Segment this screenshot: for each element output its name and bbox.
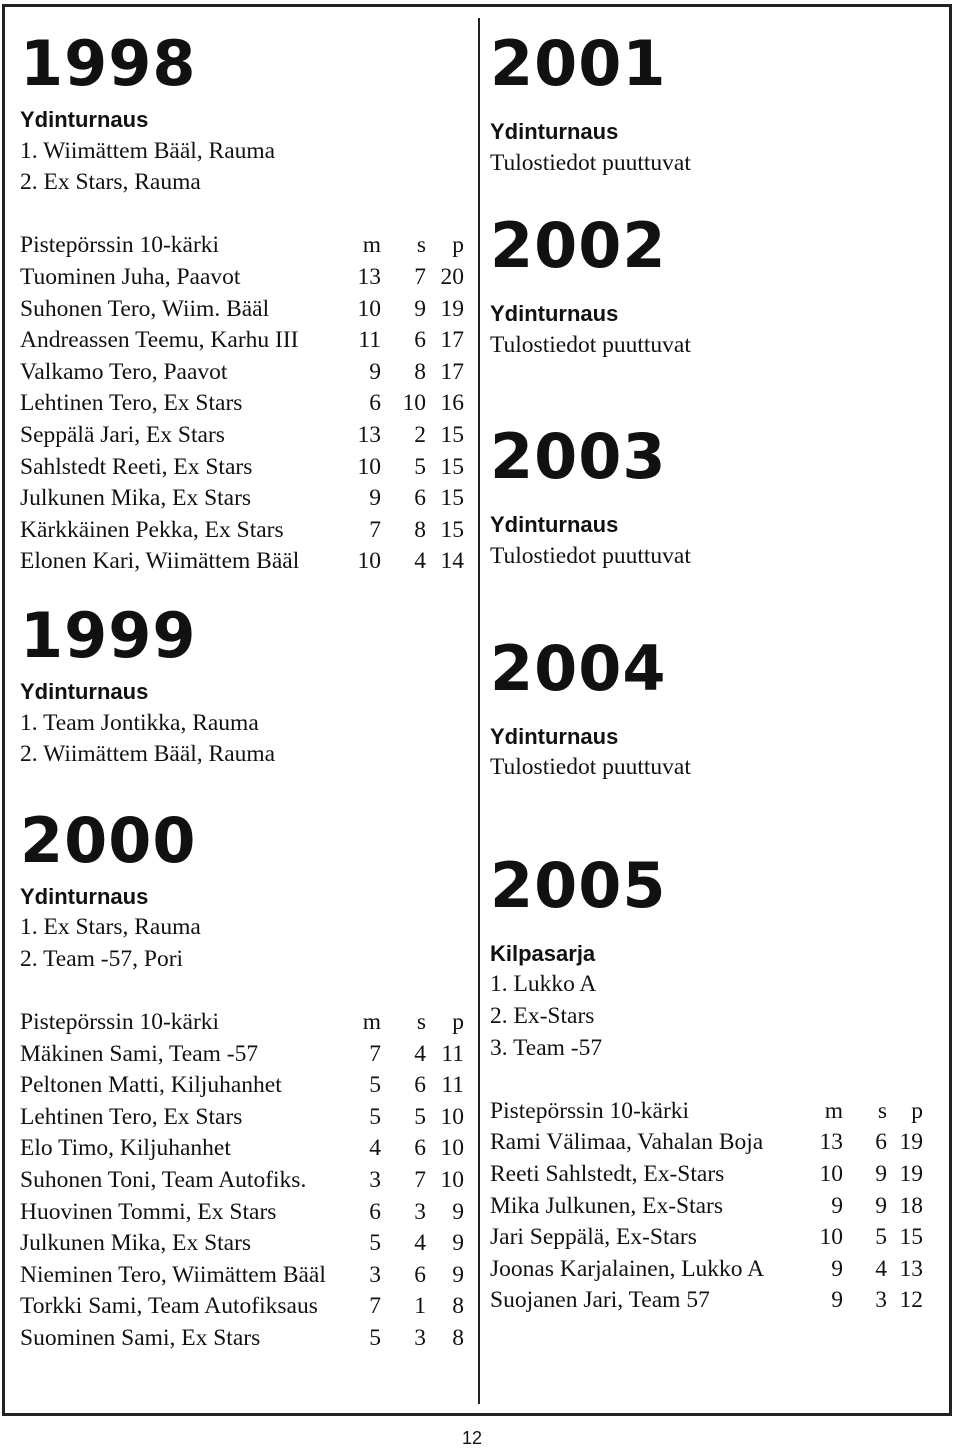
points: 11 <box>441 1040 464 1067</box>
table-row <box>20 262 464 294</box>
points: 15 <box>899 1224 923 1251</box>
assists: 4 <box>414 1230 426 1257</box>
player-name: Julkunen Mika, Ex Stars <box>20 485 252 512</box>
points: 14 <box>440 548 464 575</box>
header-p: p <box>452 232 464 259</box>
assists: 8 <box>414 358 426 385</box>
assists: 2 <box>414 421 426 448</box>
table-row <box>20 546 464 578</box>
table-row <box>20 1102 464 1134</box>
assists: 6 <box>414 1072 426 1099</box>
header-p: p <box>452 1009 464 1036</box>
table-row <box>20 1197 464 1229</box>
table-row <box>20 388 464 420</box>
assists: 9 <box>414 295 426 322</box>
assists: 6 <box>414 327 426 354</box>
table-row <box>490 1222 923 1254</box>
header-m: m <box>362 232 381 259</box>
missing-results-note: Tulostiedot puuttuvat <box>490 149 691 176</box>
table-row <box>490 1127 923 1159</box>
goals: 9 <box>369 358 381 385</box>
section-2002 <box>490 206 940 361</box>
player-name: Torkki Sami, Team Autofiksaus <box>20 1293 318 1320</box>
points: 15 <box>440 421 464 448</box>
points: 8 <box>452 1293 464 1320</box>
goals: 7 <box>369 1293 381 1320</box>
player-name: Suominen Sami, Ex Stars <box>20 1325 261 1351</box>
table-header-row <box>20 230 464 262</box>
section-2001 <box>490 24 940 179</box>
table-row <box>20 420 464 452</box>
missing-results-note: Tulostiedot puuttuvat <box>490 542 691 569</box>
year-heading: 2001 <box>490 27 667 100</box>
goals: 10 <box>819 1224 843 1251</box>
player-name: Huovinen Tommi, Ex Stars <box>20 1198 277 1225</box>
goals: 13 <box>357 263 381 290</box>
player-name: Jari Seppälä, Ex-Stars <box>490 1224 697 1251</box>
header-name: Pistepörssin 10-kärki <box>20 232 220 259</box>
table-row <box>20 483 464 515</box>
points: 8 <box>452 1325 464 1351</box>
points: 9 <box>452 1261 464 1288</box>
player-name: Seppälä Jari, Ex Stars <box>20 421 225 448</box>
section-2003 <box>490 417 940 572</box>
goals: 4 <box>369 1135 381 1162</box>
table-row <box>20 1039 464 1071</box>
header-s: s <box>877 1097 887 1124</box>
assists: 8 <box>414 516 426 543</box>
player-name: Julkunen Mika, Ex Stars <box>20 1230 252 1257</box>
points: 15 <box>440 485 464 512</box>
points: 11 <box>441 1072 464 1099</box>
player-name: Tuominen Juha, Paavot <box>20 263 241 290</box>
goals: 5 <box>369 1230 381 1257</box>
player-name: Valkamo Tero, Paavot <box>20 358 228 385</box>
table-row <box>20 1133 464 1165</box>
right-column <box>490 24 940 1317</box>
player-name: Suhonen Tero, Wiim. Bääl <box>20 295 270 322</box>
section-2005 <box>490 846 940 1317</box>
assists: 1 <box>414 1293 426 1320</box>
player-name: Mika Julkunen, Ex-Stars <box>490 1192 724 1219</box>
player-name: Elo Timo, Kiljuhanhet <box>20 1135 231 1162</box>
assists: 6 <box>414 1261 426 1288</box>
goals: 3 <box>369 1261 381 1288</box>
table-row <box>490 1285 923 1317</box>
goals: 13 <box>357 421 381 448</box>
points: 13 <box>899 1255 923 1282</box>
assists: 5 <box>414 453 426 480</box>
year-heading: 1998 <box>20 27 197 100</box>
goals: 5 <box>369 1325 381 1351</box>
result-line: 3. Team -57 <box>490 1034 603 1061</box>
assists: 7 <box>414 263 426 290</box>
goals: 7 <box>369 1040 381 1067</box>
assists: 3 <box>875 1287 887 1314</box>
goals: 13 <box>819 1129 843 1156</box>
tournament-label: Ydinturnaus <box>20 678 149 704</box>
goals: 5 <box>369 1103 381 1130</box>
assists: 3 <box>414 1198 426 1225</box>
points: 16 <box>440 390 464 417</box>
column-divider <box>478 18 480 1404</box>
assists: 10 <box>402 390 426 417</box>
year-heading: 2000 <box>20 803 197 877</box>
table-row <box>20 1070 464 1102</box>
goals: 9 <box>831 1287 843 1314</box>
table-row <box>20 1165 464 1197</box>
player-name: Lehtinen Tero, Ex Stars <box>20 390 243 417</box>
header-s: s <box>416 1009 426 1036</box>
goals: 9 <box>831 1255 843 1282</box>
assists: 4 <box>414 1040 426 1067</box>
goals: 10 <box>357 453 381 480</box>
goals: 9 <box>369 485 381 512</box>
result-line: 1. Team Jontikka, Rauma <box>20 709 259 736</box>
player-name: Sahlstedt Reeti, Ex Stars <box>20 453 253 480</box>
points: 18 <box>899 1192 923 1219</box>
assists: 4 <box>875 1255 887 1282</box>
header-name: Pistepörssin 10-kärki <box>20 1009 220 1036</box>
player-name: Nieminen Tero, Wiimättem Bääl <box>20 1261 326 1288</box>
tournament-label: Ydinturnaus <box>20 107 149 132</box>
points: 20 <box>440 263 464 290</box>
result-line: 1. Wiimättem Bääl, Rauma <box>20 137 276 164</box>
section-2004 <box>490 629 940 784</box>
year-heading: 2003 <box>490 420 667 494</box>
points: 9 <box>452 1198 464 1225</box>
tournament-label: Ydinturnaus <box>20 883 149 909</box>
table-row <box>20 1291 464 1323</box>
points: 10 <box>440 1135 464 1162</box>
points: 9 <box>452 1230 464 1257</box>
section-1998 <box>20 24 470 578</box>
player-name: Elonen Kari, Wiimättem Bääl <box>20 548 300 575</box>
table-row <box>20 1260 464 1292</box>
assists: 6 <box>414 485 426 512</box>
player-name: Peltonen Matti, Kiljuhanhet <box>20 1072 282 1099</box>
table-header-row <box>490 1096 923 1128</box>
header-m: m <box>362 1009 381 1036</box>
goals: 10 <box>819 1160 843 1187</box>
player-name: Kärkkäinen Pekka, Ex Stars <box>20 516 284 543</box>
tournament-label: Ydinturnaus <box>490 301 619 327</box>
goals: 10 <box>357 295 381 322</box>
year-heading: 2004 <box>490 631 667 705</box>
goals: 3 <box>369 1167 381 1194</box>
year-heading: 2005 <box>490 848 667 922</box>
scorers-table <box>20 1007 464 1355</box>
result-line: 2. Team -57, Pori <box>20 945 184 972</box>
player-name: Lehtinen Tero, Ex Stars <box>20 1103 243 1130</box>
assists: 6 <box>875 1129 887 1156</box>
player-name: Suojanen Jari, Team 57 <box>490 1287 710 1314</box>
year-heading: 2002 <box>490 209 667 283</box>
assists: 9 <box>875 1160 887 1187</box>
goals: 7 <box>369 516 381 543</box>
player-name: Andreassen Teemu, Karhu III <box>20 327 299 354</box>
tournament-label: Ydinturnaus <box>490 119 619 144</box>
table-row <box>490 1191 923 1223</box>
points: 17 <box>440 358 464 385</box>
points: 10 <box>440 1167 464 1194</box>
assists: 6 <box>414 1135 426 1162</box>
left-column <box>20 24 470 1355</box>
goals: 6 <box>369 1198 381 1225</box>
player-name: Mäkinen Sami, Team -57 <box>20 1040 259 1067</box>
scorers-table <box>490 1096 923 1317</box>
year-heading: 1999 <box>20 598 197 672</box>
goals: 11 <box>358 327 381 354</box>
header-name: Pistepörssin 10-kärki <box>490 1097 690 1124</box>
goals: 5 <box>369 1072 381 1099</box>
table-row <box>20 452 464 484</box>
goals: 10 <box>357 548 381 575</box>
assists: 5 <box>414 1103 426 1130</box>
points: 15 <box>440 516 464 543</box>
table-row <box>20 515 464 547</box>
assists: 9 <box>875 1192 887 1219</box>
goals: 6 <box>369 390 381 417</box>
header-p: p <box>911 1097 923 1124</box>
table-header-row <box>20 1007 464 1039</box>
page-number: 12 <box>462 1428 483 1448</box>
result-line: 1. Ex Stars, Rauma <box>20 914 201 941</box>
tournament-label: Ydinturnaus <box>490 723 619 749</box>
result-line: 2. Ex-Stars <box>490 1002 595 1029</box>
points: 15 <box>440 453 464 480</box>
player-name: Rami Välimaa, Vahalan Boja <box>490 1129 764 1156</box>
points: 19 <box>440 295 464 322</box>
table-row <box>20 1228 464 1260</box>
player-name: Joonas Karjalainen, Lukko A <box>490 1255 765 1282</box>
tournament-label: Ydinturnaus <box>490 512 619 538</box>
table-row <box>490 1159 923 1191</box>
result-line: 1. Lukko A <box>490 971 597 998</box>
points: 19 <box>899 1129 923 1156</box>
missing-results-note: Tulostiedot puuttuvat <box>490 331 691 358</box>
goals: 9 <box>831 1192 843 1219</box>
points: 17 <box>440 327 464 354</box>
assists: 3 <box>414 1325 426 1351</box>
result-line: 2. Wiimättem Bääl, Rauma <box>20 741 276 768</box>
table-row <box>20 357 464 389</box>
scorers-table <box>20 230 464 578</box>
table-row <box>20 1323 464 1355</box>
points: 19 <box>899 1160 923 1187</box>
missing-results-note: Tulostiedot puuttuvat <box>490 754 691 781</box>
result-line: 2. Ex Stars, Rauma <box>20 169 201 196</box>
assists: 7 <box>414 1167 426 1194</box>
assists: 4 <box>414 548 426 575</box>
player-name: Reeti Sahlstedt, Ex-Stars <box>490 1160 725 1187</box>
header-s: s <box>416 232 426 259</box>
table-row <box>20 325 464 357</box>
section-1999 <box>20 596 470 771</box>
table-row <box>490 1254 923 1286</box>
points: 10 <box>440 1103 464 1130</box>
series-label: Kilpasarja <box>490 940 596 966</box>
points: 12 <box>899 1287 923 1314</box>
section-2000 <box>20 801 470 1355</box>
assists: 5 <box>875 1224 887 1251</box>
header-m: m <box>824 1097 843 1124</box>
table-row <box>20 294 464 326</box>
player-name: Suhonen Toni, Team Autofiks. <box>20 1167 307 1194</box>
